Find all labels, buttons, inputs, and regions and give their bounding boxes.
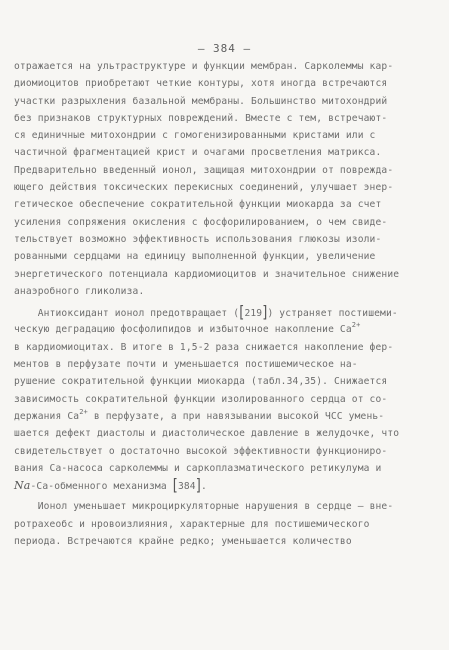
reference-bracket-close: ] (262, 303, 268, 322)
reference-number: 384 (177, 481, 196, 493)
text-line: усиления сопряжения окисления с фосфорилированием, о чем свиде- (14, 216, 388, 228)
text-segment: ) устраняет постишеми- (267, 308, 398, 320)
reference-number: 219 (244, 308, 263, 320)
text-line: гетическое обеспечение сократительной функции миокарда за счет (14, 199, 382, 211)
text-line: участки разрыхления базальной мембраны. Большинство митохондрий (14, 95, 388, 107)
superscript: 2+ (79, 407, 88, 416)
text-segment: держания Ca (14, 410, 80, 422)
text-line: Предварительно введенный ионол, защищая митохондрии от поврежда- (14, 164, 394, 176)
text-line: ментов в перфузате почти и уменьшается постишемическое на- (14, 359, 358, 371)
text-line: вания Ca-насоса сарколеммы и саркоплазматического ретикулума и (14, 462, 382, 474)
text-line: рушение сократительной функции миокарда (табл.34,35). Снижается (14, 376, 388, 388)
text-line (14, 321, 444, 338)
text-line: диомиоцитов приобретают четкие контуры, хотя иногда встречаются (14, 78, 388, 90)
text-line: частичной фрагментацией крист и очагами просветления матрикса. (14, 147, 382, 159)
text-segment: Антиоксидант ионол предотвращает ( (37, 308, 240, 320)
text-line (14, 477, 444, 494)
text-line: без признаков структурных повреждений. Вместе с тем, встречают- (14, 112, 388, 124)
page-number: – 384 – (197, 42, 252, 55)
text-line: ющего действия токсических перекисных соединений, улучшает энер- (14, 182, 394, 194)
text-line: периода. Встречаются крайне редко; уменьшается количество (14, 536, 352, 548)
text-segment: -Ca-обменного механизма (30, 481, 173, 493)
text-line: тельствует возможно эффективность использования глюкозы изоли- (14, 233, 382, 245)
text-line: свидетельствует о достаточно высокой эффективности функциониро- (14, 445, 388, 457)
text-segment: Ионол уменьшает микроциркуляторные нарушения в сердце – вне- (37, 501, 394, 513)
text-line: отражается на ультраструктуре и функции мембран. Сарколеммы кар- (14, 61, 394, 72)
text-line: шается дефект диастолы и диастолическое давление в желудочке, что (14, 428, 400, 440)
text-line (14, 498, 444, 515)
text-line: в кардиомиоцитах. В итоге в 1,5-2 раза снижается накопление фер- (14, 341, 394, 353)
text-line: анаэробного гликолиза. (14, 285, 145, 297)
handwritten-na: Na (14, 479, 31, 493)
text-line: ротрахеобс и нровоизлияния, характерные для постишемического (14, 518, 370, 530)
reference-bracket-open: [ (172, 476, 178, 495)
reference-bracket-close: ] (195, 476, 201, 495)
text-line: энергетического потенциала кардиомиоцитов и значительное снижение (14, 268, 400, 280)
text-line: рованными сердцами на единицу выполненной функции, увеличение (14, 251, 376, 263)
text-segment: в перфузате, а при навязывании высокой ЧСС умень- (87, 410, 385, 422)
text-line: ся единичные митохондрии с гомогенизированными кристами или с (14, 130, 376, 142)
document-body (14, 58, 444, 550)
text-line: зависимость сократительной функции изолированного сердца от со- (14, 393, 388, 405)
text-line (14, 408, 444, 425)
text-segment: . (200, 481, 207, 493)
text-line (14, 304, 444, 321)
superscript: 2+ (351, 321, 361, 330)
reference-bracket-open: [ (239, 303, 245, 322)
text-segment: ческую деградацию фосфолипидов и избыточное накопление Ca (14, 324, 352, 336)
